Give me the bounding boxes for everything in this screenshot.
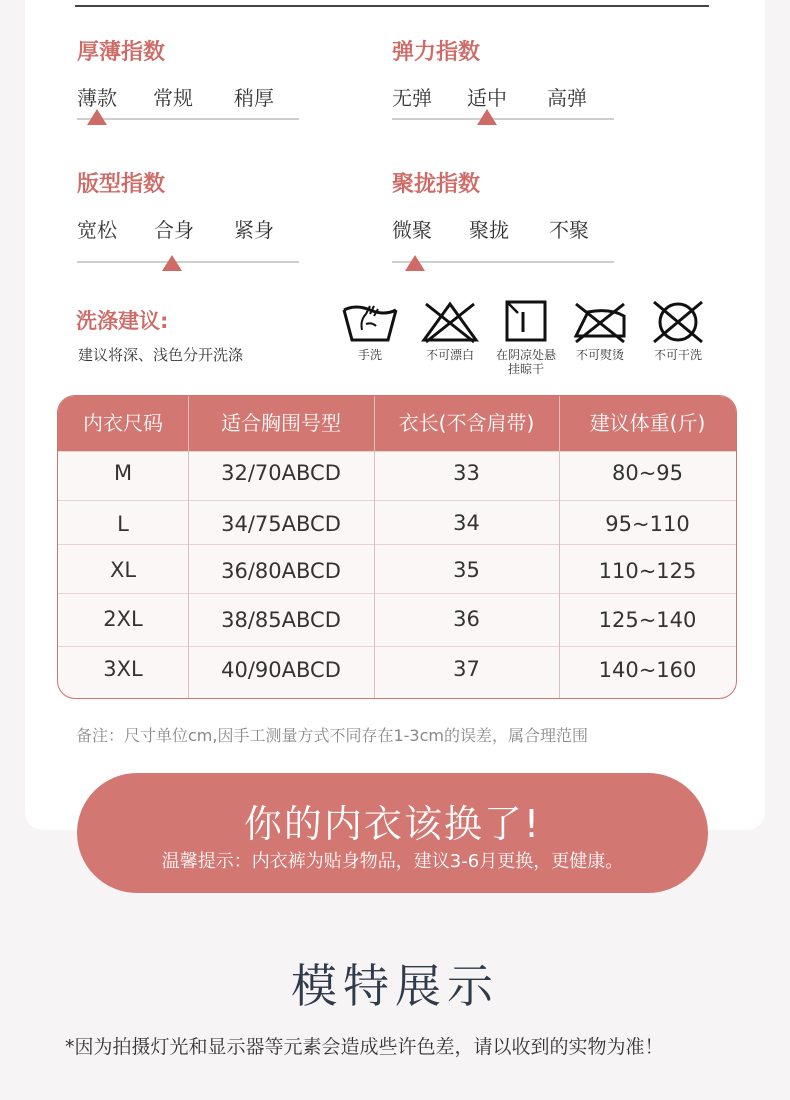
thickness-scale-line <box>77 118 299 120</box>
wash-item-no-iron <box>567 300 633 362</box>
table-row <box>58 593 736 647</box>
thickness-title: 厚薄指数 <box>77 40 166 65</box>
table-row <box>58 544 736 594</box>
table-row <box>58 451 736 501</box>
cell-bust: 36/80ABCD <box>221 559 341 583</box>
thickness-marker <box>87 109 107 125</box>
cell-size: 2XL <box>103 607 143 631</box>
pushup-option-gathered: 聚拢 <box>469 218 509 242</box>
fit-option-loose: 宽松 <box>77 218 117 242</box>
header-length: 衣长(不含肩带) <box>398 411 535 435</box>
cell-weight: 125~140 <box>598 608 697 632</box>
measurement-note: 备注：尺寸单位cm,因手工测量方式不同存在1-3cm的误差，属合理范围 <box>76 726 588 745</box>
fit-title: 版型指数 <box>77 172 166 197</box>
no-dry-clean-icon <box>645 300 711 344</box>
cell-size: M <box>113 461 133 485</box>
cell-length: 35 <box>453 558 480 582</box>
cell-size: L <box>117 512 129 536</box>
cell-bust: 32/70ABCD <box>221 461 341 485</box>
banner-subtitle: 温馨提示：内衣裤为贴身物品，建议3-6月更换，更健康。 <box>161 851 624 872</box>
cell-length: 33 <box>453 461 480 485</box>
no-bleach-label: 不可漂白 <box>425 348 474 362</box>
thickness-option-thin: 薄款 <box>77 86 117 110</box>
hand-wash-label: 手洗 <box>357 348 382 362</box>
fit-option-fitted: 合身 <box>154 218 194 242</box>
column-divider <box>374 396 375 698</box>
cell-bust: 38/85ABCD <box>221 608 341 632</box>
cell-weight: 80~95 <box>611 461 684 485</box>
table-row <box>58 646 736 699</box>
elasticity-option-medium: 适中 <box>467 86 507 110</box>
wash-item-line-dry <box>493 300 559 376</box>
line-dry-shade-label: 在阴凉处悬挂晾干 <box>495 348 556 376</box>
table-row <box>58 500 736 550</box>
size-table <box>57 395 737 699</box>
elasticity-title: 弹力指数 <box>392 40 481 65</box>
cell-size: XL <box>109 558 137 582</box>
banner-title: 你的内衣该换了! <box>243 802 542 846</box>
no-dry-clean-label: 不可干洗 <box>653 348 702 362</box>
pushup-marker <box>405 255 425 271</box>
elasticity-scale-line <box>392 118 614 120</box>
elasticity-option-high: 高弹 <box>547 86 587 110</box>
column-divider <box>559 396 560 698</box>
hand-wash-icon <box>337 300 403 344</box>
pushup-scale-line <box>392 261 614 263</box>
elasticity-option-none: 无弹 <box>392 86 432 110</box>
washing-title: 洗涤建议: <box>76 309 169 333</box>
washing-description: 建议将深、浅色分开洗涤 <box>78 346 244 364</box>
cell-bust: 34/75ABCD <box>221 512 341 536</box>
cell-size: 3XL <box>103 657 143 681</box>
thickness-option-thick: 稍厚 <box>234 86 274 110</box>
color-disclaimer: *因为拍摄灯光和显示器等元素会造成些许色差，请以收到的实物为准！ <box>65 1036 664 1058</box>
no-iron-icon <box>567 300 633 344</box>
pushup-option-none: 不聚 <box>549 218 589 242</box>
column-divider <box>188 396 189 698</box>
section-title: 模特展示 <box>291 959 499 1013</box>
fit-scale-line <box>77 261 299 263</box>
replace-reminder-banner <box>77 773 708 893</box>
header-weight: 建议体重(斤) <box>589 411 706 435</box>
cell-weight: 140~160 <box>598 658 697 682</box>
no-bleach-icon <box>417 300 483 344</box>
cell-weight: 95~110 <box>605 512 690 536</box>
pushup-option-slight: 微聚 <box>392 218 432 242</box>
header-size: 内衣尺码 <box>83 411 163 435</box>
header-bust: 适合胸围号型 <box>221 411 341 435</box>
elasticity-marker <box>477 109 497 125</box>
cell-length: 36 <box>453 607 480 631</box>
no-iron-label: 不可熨烫 <box>575 348 624 362</box>
thickness-option-regular: 常规 <box>153 86 193 110</box>
fit-marker <box>162 255 182 271</box>
wash-item-hand-wash <box>337 300 403 362</box>
top-divider <box>75 5 709 7</box>
cell-weight: 110~125 <box>598 559 697 583</box>
cell-bust: 40/90ABCD <box>221 658 341 682</box>
wash-item-no-dry-clean <box>645 300 711 362</box>
cell-length: 37 <box>453 657 480 681</box>
cell-length: 34 <box>453 511 480 535</box>
pushup-title: 聚拢指数 <box>392 172 481 197</box>
line-dry-shade-icon <box>493 300 559 344</box>
fit-option-tight: 紧身 <box>234 218 274 242</box>
wash-item-no-bleach <box>417 300 483 362</box>
size-table-header <box>58 396 736 451</box>
